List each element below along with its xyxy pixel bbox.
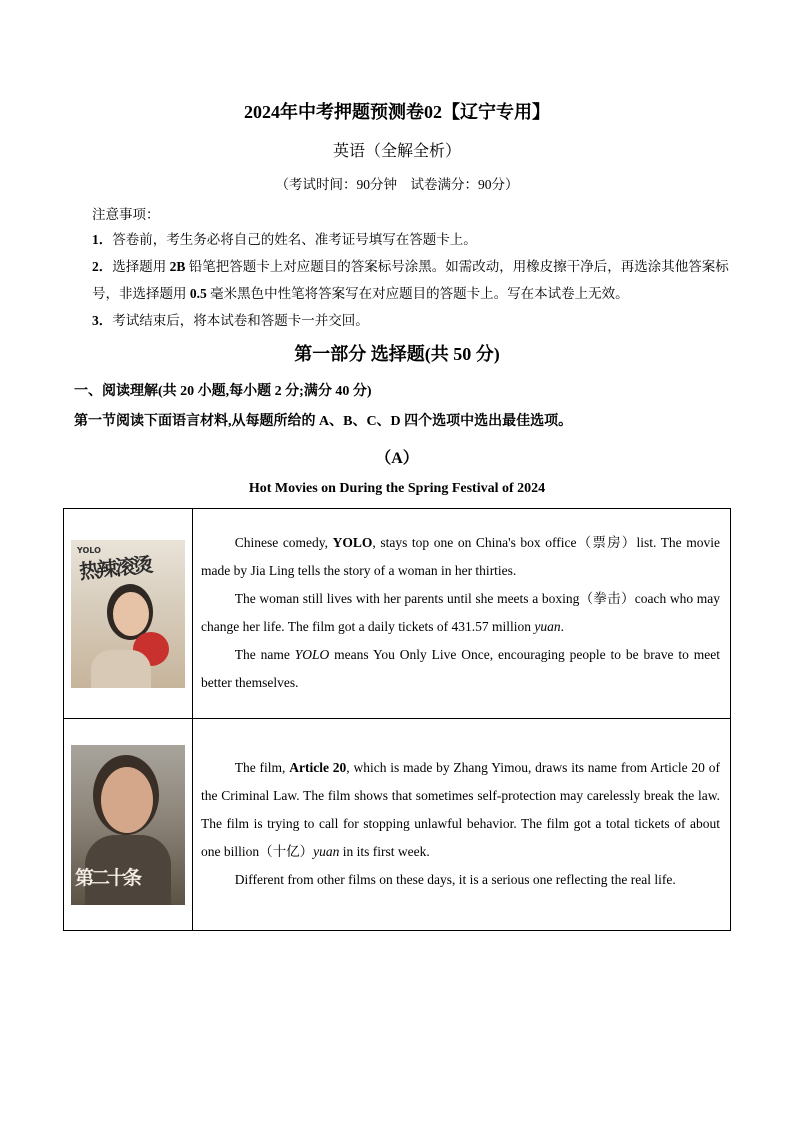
note-number: 2． (92, 259, 113, 274)
note-bold: 0.5 (189, 286, 207, 301)
poster-face (113, 592, 149, 636)
poster-cell (64, 719, 193, 931)
paragraph: Different from other films on these days, it is a serious one reflecting the real life. (234, 871, 676, 887)
notes-heading: 注意事项： (92, 207, 160, 222)
poster-title: 热辣滚烫 (78, 551, 153, 584)
note-text: 选择题用 (112, 259, 170, 274)
note-text: 答卷前，考生务必将自己的姓名、准考证号填写在答题卡上。 (112, 232, 477, 247)
note-number: 1． (92, 232, 113, 247)
movie-poster-yolo (71, 540, 185, 688)
movies-table (63, 508, 731, 931)
note-text: 考试结束后，将本试卷和答题卡一并交回。 (112, 313, 369, 328)
passage-label: （A） (375, 450, 419, 467)
movie-description-yolo (193, 509, 731, 719)
note-item-2 (92, 253, 732, 307)
note-number: 3． (92, 313, 113, 328)
document-title: 2024年中考押题预测卷02【辽宁专用】 (244, 102, 550, 122)
note-text: 毫米黑色中性笔将答案写在对应题目的答题卡上。写在本试卷上无效。 (206, 286, 629, 301)
table-row (64, 719, 731, 931)
note-item-1 (92, 226, 732, 253)
note-text: 铅笔把答题卡上对应题目的答案标号涂黑。如需改动，用橡皮擦干净后，再选涂其他答案标号，非选择题用 (92, 259, 729, 301)
part-heading: 第一部分 选择题(共 50 分) (294, 344, 500, 364)
paragraph: The name YOLO means You Only Live Once, encouraging people to be brave to meet better themselves. (201, 646, 720, 690)
paragraph: Chinese comedy, YOLO, stays top one on China's box office（票房）list. The movie made by Jia Ling tells the story of a woman in her thirties. (201, 534, 720, 578)
paragraph: The woman still lives with her parents until she meets a boxing（拳击）coach who may change her life. The film got a daily tickets of 431.57 million yuan. (201, 590, 720, 634)
note-item-3 (92, 307, 732, 334)
section-heading: 一、阅读理解(共 20 小题,每小题 2 分;满分 40 分) (74, 384, 372, 399)
movie-poster-article-20 (71, 745, 185, 905)
poster-title: 第二十条 (75, 866, 140, 889)
poster-body (91, 650, 151, 688)
exam-info: （考试时间：90分钟 试卷满分：90分） (275, 177, 519, 192)
paragraph: The film, Article 20, which is made by Zhang Yimou, draws its name from Article 20 of the Criminal Law. The film shows that sometimes self-protection may carelessly break the law. The film is trying to call for stopping unlawful behavior. The film got a total tickets of about one billion（十亿）yuan in its first week. (201, 759, 720, 859)
passage-title: Hot Movies on During the Spring Festival of 2024 (248, 481, 546, 496)
poster-face (101, 767, 153, 833)
table-row (64, 509, 731, 719)
section-instruction: 第一节阅读下面语言材料,从每题所给的 A、B、C、D 四个选项中选出最佳选项。 (74, 414, 573, 429)
poster-tag: YOLO (77, 545, 101, 555)
poster-cell (64, 509, 193, 719)
note-bold: 2B (169, 259, 186, 274)
document-subtitle: 英语（全解全析） (332, 143, 461, 160)
movie-description-article-20 (193, 719, 731, 931)
